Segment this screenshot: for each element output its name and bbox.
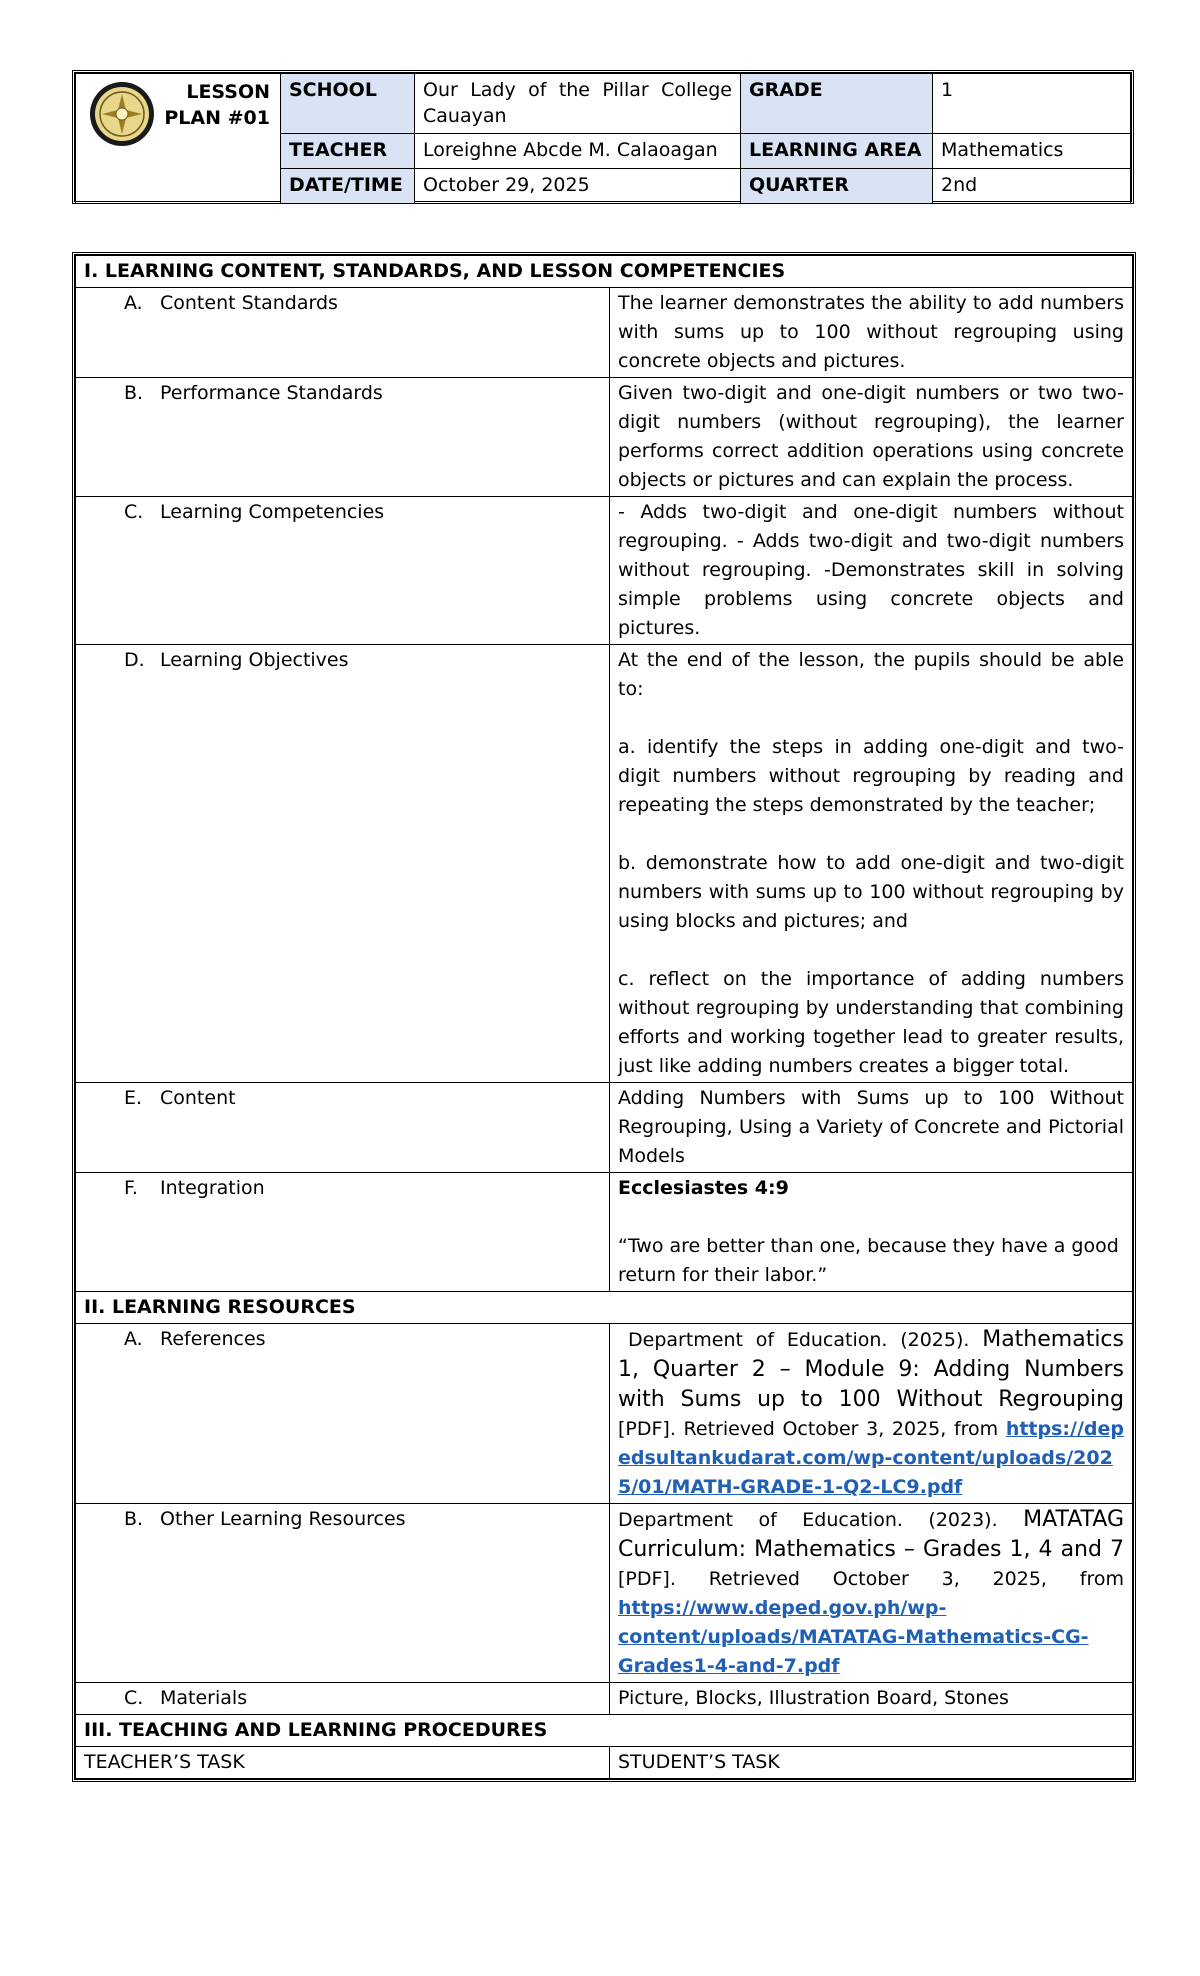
item-label: Integration xyxy=(160,1177,265,1199)
other-resource-title: MATATAG Curriculum: Mathematics – Grades 1, 4 and 7 xyxy=(618,1507,1124,1562)
item-label: Learning Objectives xyxy=(160,649,349,671)
reference-retrieved: [PDF]. Retrieved October 3, 2025, from xyxy=(618,1418,999,1440)
datetime-label: DATE/TIME xyxy=(281,168,415,203)
section3-header-row xyxy=(76,1715,1133,1747)
other-resources-cell xyxy=(610,1504,1133,1683)
item-letter: B. xyxy=(124,1508,144,1530)
grade-value: 1 xyxy=(933,74,1131,134)
objectives-intro: At the end of the lesson, the pupils should be able to: xyxy=(618,649,1124,700)
content-text: Adding Numbers with Sums up to 100 Without Regrouping, Using a Variety of Concrete and Pictorial Models xyxy=(610,1083,1133,1173)
section3-title: III. TEACHING AND LEARNING PROCEDURES xyxy=(76,1715,1133,1747)
header-table-wrapper xyxy=(72,70,1134,204)
lesson-plan-title xyxy=(164,80,270,131)
learning-objectives-cell xyxy=(610,645,1133,1083)
learning-competencies-text: - Adds two-digit and one-digit numbers without regrouping. - Adds two-digit and two-digit numbers without regrouping. -Demonstrates skill in solving simple problems using concrete objects and pictures. xyxy=(610,497,1133,645)
reference-link[interactable]: https://depedsultankudarat.com/wp-content/uploads/2025/01/MATH-GRADE-1-Q2-LC9.pdf xyxy=(618,1418,1124,1498)
lesson-content-table-wrapper xyxy=(72,252,1136,1782)
item-label: Materials xyxy=(160,1687,248,1709)
item-label: Content xyxy=(160,1087,236,1109)
reference-title: Mathematics 1, Quarter 2 – Module 9: Adding Numbers with Sums up to 100 Without Regrouping xyxy=(618,1327,1124,1412)
objective-b: b. demonstrate how to add one-digit and two-digit numbers with sums up to 100 without regrouping by using blocks and pictures; and xyxy=(618,852,1124,932)
teacher-value: Loreighne Abcde M. Calaoagan xyxy=(415,134,741,169)
integration-row xyxy=(76,1173,1133,1292)
learning-area-label: LEARNING AREA xyxy=(741,134,933,169)
logo-cell xyxy=(76,74,281,204)
integration-cell xyxy=(610,1173,1133,1292)
grade-label: GRADE xyxy=(741,74,933,134)
reference-author: Department of Education. (2025). xyxy=(628,1329,970,1351)
quarter-value: 2nd xyxy=(933,168,1131,203)
item-letter: A. xyxy=(124,292,143,314)
learning-area-value: Mathematics xyxy=(933,134,1131,169)
school-value: Our Lady of the Pillar College Cauayan xyxy=(415,74,741,134)
verse-reference: Ecclesiastes 4:9 xyxy=(618,1177,789,1199)
performance-standards-label-cell xyxy=(76,378,610,497)
materials-text: Picture, Blocks, Illustration Board, Stones xyxy=(610,1683,1133,1715)
lesson-plan-line2: PLAN #01 xyxy=(164,106,270,129)
item-letter: B. xyxy=(124,382,144,404)
integration-label-cell xyxy=(76,1173,610,1292)
references-row xyxy=(76,1324,1133,1504)
task-header-row xyxy=(76,1747,1133,1779)
lesson-plan-line1: LESSON xyxy=(186,81,270,103)
item-letter: D. xyxy=(124,649,145,671)
other-resources-row xyxy=(76,1504,1133,1683)
quarter-label: QUARTER xyxy=(741,168,933,203)
teacher-task-header: TEACHER’S TASK xyxy=(76,1747,610,1779)
student-task-header: STUDENT’S TASK xyxy=(610,1747,1133,1779)
materials-row xyxy=(76,1683,1133,1715)
item-letter: A. xyxy=(124,1328,143,1350)
content-label-cell xyxy=(76,1083,610,1173)
content-standards-label-cell xyxy=(76,288,610,378)
performance-standards-text: Given two-digit and one-digit numbers or two two-digit numbers (without regrouping), the learner performs correct addition operations using concrete objects or pictures and can explain the process. xyxy=(610,378,1133,497)
item-letter: E. xyxy=(124,1087,143,1109)
content-standards-row xyxy=(76,288,1133,378)
item-letter: F. xyxy=(124,1177,138,1199)
performance-standards-row xyxy=(76,378,1133,497)
school-label: SCHOOL xyxy=(281,74,415,134)
item-label: References xyxy=(160,1328,266,1350)
datetime-value: October 29, 2025 xyxy=(415,168,741,203)
learning-objectives-row xyxy=(76,645,1133,1083)
references-cell xyxy=(610,1324,1133,1504)
learning-competencies-row xyxy=(76,497,1133,645)
verse-text: “Two are better than one, because they have a good return for their labor.” xyxy=(618,1235,1119,1286)
learning-objectives-label-cell xyxy=(76,645,610,1083)
section1-header-row xyxy=(76,256,1133,288)
section1-title: I. LEARNING CONTENT, STANDARDS, AND LESSON COMPETENCIES xyxy=(76,256,1133,288)
item-label: Other Learning Resources xyxy=(160,1508,406,1530)
objective-a: a. identify the steps in adding one-digit and two-digit numbers without regrouping by reading and repeating the steps demonstrated by the teacher; xyxy=(618,736,1124,816)
content-standards-text: The learner demonstrates the ability to add numbers with sums up to 100 without regrouping using concrete objects and pictures. xyxy=(610,288,1133,378)
learning-competencies-label-cell xyxy=(76,497,610,645)
item-label: Performance Standards xyxy=(160,382,383,404)
other-resource-link[interactable]: https://www.deped.gov.ph/wp-content/uploads/MATATAG-Mathematics-CG-Grades1-4-and-7.pdf xyxy=(618,1597,1089,1677)
item-letter: C. xyxy=(124,501,144,523)
section2-header-row xyxy=(76,1292,1133,1324)
teacher-label: TEACHER xyxy=(281,134,415,169)
item-label: Learning Competencies xyxy=(160,501,385,523)
materials-label-cell xyxy=(76,1683,610,1715)
item-letter: C. xyxy=(124,1687,144,1709)
other-resource-retrieved: [PDF]. Retrieved October 3, 2025, from xyxy=(618,1568,1124,1590)
school-seal-logo xyxy=(88,80,156,148)
section2-title: II. LEARNING RESOURCES xyxy=(76,1292,1133,1324)
lesson-content-table xyxy=(75,255,1133,1779)
references-label-cell xyxy=(76,1324,610,1504)
other-resources-label-cell xyxy=(76,1504,610,1683)
content-row xyxy=(76,1083,1133,1173)
item-label: Content Standards xyxy=(160,292,338,314)
other-resource-author: Department of Education. (2023). xyxy=(618,1509,998,1531)
header-table xyxy=(75,73,1131,204)
objective-c: c. reflect on the importance of adding numbers without regrouping by understanding that combining efforts and working together lead to greater results, just like adding numbers creates a bigger total. xyxy=(618,968,1124,1077)
